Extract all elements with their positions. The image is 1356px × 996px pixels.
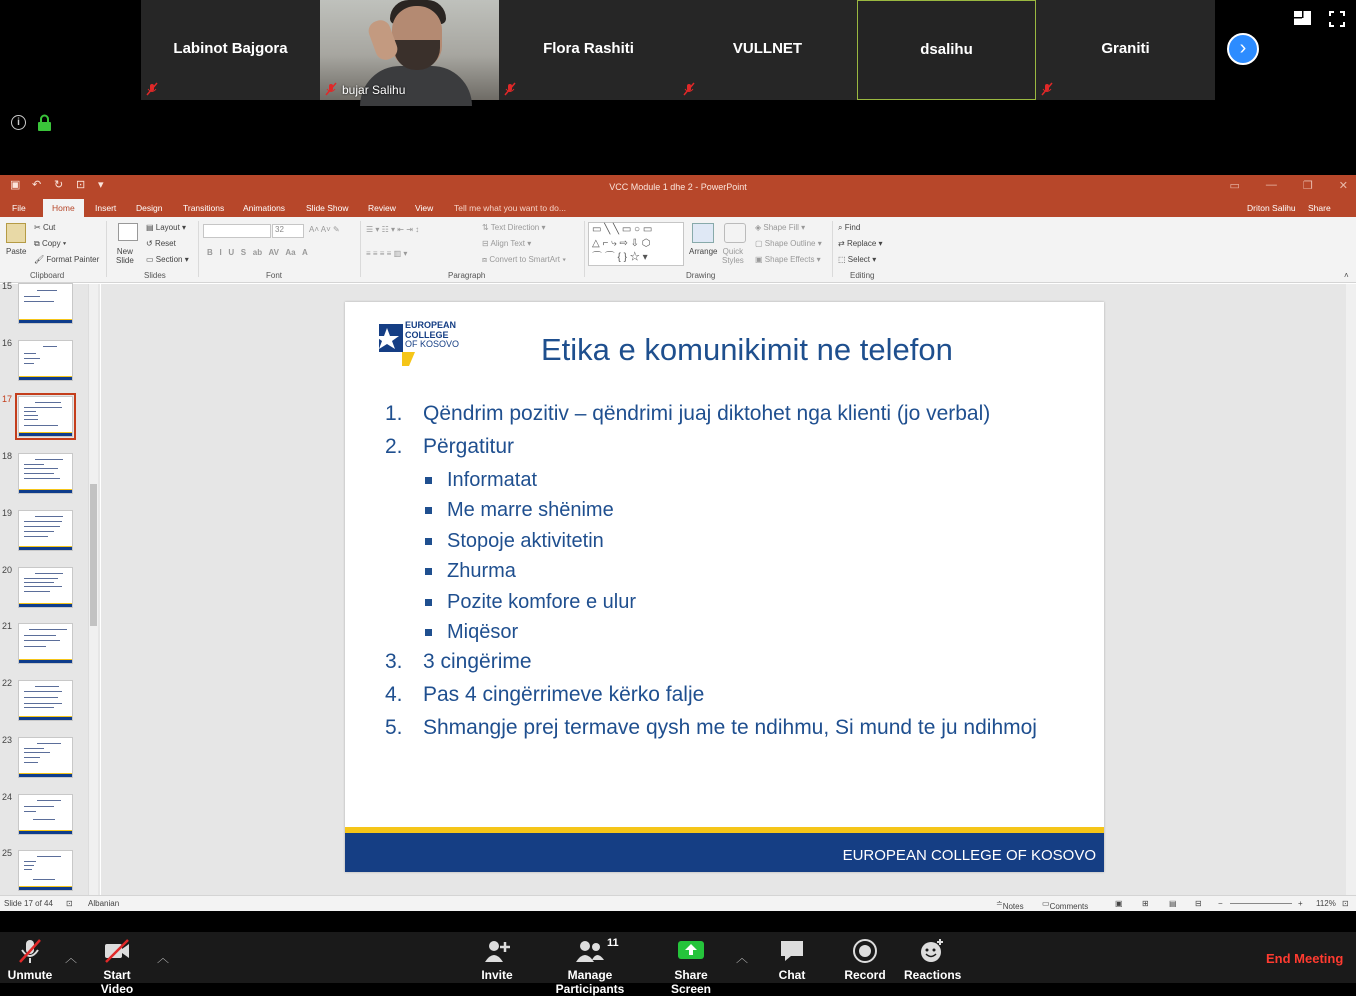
quick-styles-button[interactable]: Quick Styles [722,247,744,265]
font-style-buttons[interactable]: B I U S ab AV Aa A [207,248,308,257]
sub-list-item: Informatat [383,466,1073,494]
undo-icon[interactable]: ↶ [32,179,42,191]
start-presentation-icon[interactable]: ⊡ [76,179,86,191]
group-label-editing: Editing [850,271,875,280]
sub-list-item: Miqësor [383,618,1073,646]
thumbnail-row-current[interactable] [0,394,100,450]
ribbon-separator [106,221,107,277]
muted-mic-icon [682,82,696,96]
comments-button[interactable]: ▭ Comments [1042,899,1089,911]
start-video-button[interactable] [86,932,148,996]
slide-thumbnail[interactable] [18,340,73,381]
thumbnail-number: 18 [2,451,13,461]
list-buttons[interactable]: ☰ ▾ ☷ ▾ ⇤ ⇥ ↕ [366,225,420,234]
manage-participants-label: Manage Participants [555,968,625,996]
maximize-icon[interactable]: ❐ [1302,180,1313,192]
cut-label: Cut [42,223,56,232]
shape-effects-button[interactable]: ▣ Shape Effects ▾ [755,255,821,264]
replace-label: Replace [846,239,877,248]
ribbon-separator [360,221,361,277]
format-painter-button[interactable]: 🖌 Format Painter [34,255,100,264]
fit-to-window-icon[interactable]: ⊡ [1342,899,1349,908]
tab-slide-show[interactable]: Slide Show [306,203,349,213]
close-icon[interactable]: ✕ [1338,180,1348,192]
participant-name: Graniti [1101,40,1150,57]
thumbnail-number: 24 [2,792,13,802]
tab-design[interactable]: Design [136,203,163,213]
current-slide[interactable] [345,302,1104,872]
audio-options-caret[interactable]: ︿ [65,951,78,965]
powerpoint-window [0,175,1356,911]
minimize-icon[interactable]: — [1265,179,1277,191]
manage-participants-button[interactable] [534,932,646,996]
list-number: 1. [385,402,403,425]
tab-transitions[interactable]: Transitions [183,203,225,213]
participant-name: Labinot Bajgora [173,40,288,57]
participant-tile-active-speaker[interactable] [857,0,1036,100]
start-video-label: Start Video [100,968,134,996]
participant-count-badge: 11 [607,937,619,949]
sub-list-item: Me marre shënime [383,496,1073,524]
participants-icon [575,938,605,964]
thumbnail-number: 19 [2,508,13,518]
thumbnail-number: 20 [2,565,13,575]
record-button[interactable] [843,932,887,983]
zoom-level[interactable]: 112% [1316,899,1336,908]
slideshow-view-icon[interactable]: ⊟ [1195,899,1202,908]
text-direction-button[interactable]: ⇅ Text Direction ▾ [482,223,546,232]
fullscreen-icon[interactable] [1329,11,1345,27]
thumbnail-number: 16 [2,338,13,348]
chat-label: Chat [778,968,806,982]
arrange-button[interactable]: Arrange [689,247,718,256]
participant-name: bujar Salihu [342,83,406,97]
thumbnail-number: 17 [2,394,13,404]
thumbnail-row[interactable] [0,281,100,337]
shape-fill-button[interactable]: ◈ Shape Fill ▾ [755,223,806,232]
select-button[interactable]: ⬚ Select ▾ [838,255,877,264]
find-label: Find [844,223,861,232]
invite-user-icon [483,938,511,964]
list-item [383,648,1073,676]
reset-label: Reset [154,239,176,248]
thumbnail-number: 23 [2,735,13,745]
slide-thumbnail-selected[interactable] [18,396,73,437]
thumbnail-number: 25 [2,848,13,858]
slide-thumbnail[interactable] [18,794,73,835]
record-label: Record [844,968,886,982]
language-indicator[interactable]: Albanian [88,899,120,908]
ribbon-home [0,217,1356,283]
share-screen-label: Share Screen [670,968,712,996]
zoom-slider[interactable] [1230,903,1292,904]
tab-insert[interactable]: Insert [95,203,117,213]
list-number: 4. [385,683,403,707]
list-item [383,400,1073,428]
layout-label: Layout [155,223,180,232]
tab-file[interactable]: File [12,203,26,213]
save-icon[interactable]: ▣ [10,179,21,191]
group-label-slides: Slides [144,271,166,280]
notes-button[interactable]: ≐ Notes [996,899,1024,911]
share-button[interactable]: Share [1308,203,1331,213]
unmute-button[interactable] [6,932,54,983]
quick-styles-icon[interactable] [724,223,746,243]
format-painter-label: Format Painter [46,255,100,264]
chat-button[interactable] [772,932,812,983]
list-number: 5. [385,716,403,740]
slide-thumbnail[interactable] [18,567,73,608]
reactions-label: Reactions [904,968,962,982]
convert-smartart-label: Convert to SmartArt [489,255,560,264]
participant-name: VULLNET [732,40,803,57]
text-direction-label: Text Direction [490,223,540,232]
copy-label: Copy [41,239,61,248]
tab-animations[interactable]: Animations [243,203,286,213]
shape-outline-label: Shape Outline [764,239,816,248]
unmute-label: Unmute [7,968,53,982]
paste-icon[interactable] [6,223,26,243]
group-label-clipboard: Clipboard [30,271,65,280]
sub-list-item: Pozite komfore e ulur [383,588,1073,616]
thumbnail-row[interactable] [0,792,100,848]
zoom-meeting-toolbar [0,932,1356,996]
arrange-icon[interactable] [692,223,714,243]
slide-title[interactable]: Etika e komunikimit ne telefon [541,332,953,367]
gallery-view-icon[interactable] [1294,11,1311,25]
slide-vertical-scrollbar[interactable] [1346,284,1356,895]
reading-view-icon[interactable]: ▤ [1169,899,1177,908]
participant-tile[interactable] [499,0,678,100]
align-text-label: Align Text [490,239,526,248]
thumbnail-number: 22 [2,678,13,688]
zoom-out-icon[interactable]: − [1218,899,1223,908]
tell-me-search[interactable]: Tell me what you want to do... [454,203,566,213]
slide-content-list[interactable] [383,400,1073,747]
slide-thumbnail[interactable] [18,283,73,324]
redo-icon[interactable]: ↻ [54,179,64,191]
list-number: 2. [385,435,403,458]
ribbon-separator [832,221,833,277]
replace-button[interactable]: ⇄ Replace ▾ [838,239,883,248]
reset-button[interactable]: ↺ Reset [146,239,176,248]
shape-effects-label: Shape Effects [764,255,815,264]
group-label-drawing: Drawing [686,271,716,280]
section-button[interactable]: ▭ Section ▾ [146,255,189,264]
ribbon-separator [198,221,199,277]
slide-thumbnail-pane [0,281,100,895]
participant-tile[interactable] [141,0,320,100]
list-item [383,681,1073,709]
thumbnail-row[interactable] [0,621,100,677]
chat-bubble-icon [779,938,805,964]
find-button[interactable]: ⌕ Find [838,223,861,232]
slide-thumbnail[interactable] [18,850,73,891]
list-item-text: Shmangje prej termave qysh me te ndihmu, Si mund te ju ndihmoj [423,716,1037,740]
shape-outline-button[interactable]: ▢ Shape Outline ▾ [755,239,822,248]
slide-counter: Slide 17 of 44 [4,899,53,908]
shape-fill-label: Shape Fill [763,223,799,232]
ribbon-separator [584,221,585,277]
ribbon-tabs [0,199,1356,217]
list-item [383,433,1073,461]
new-slide-button[interactable]: New Slide [116,247,134,265]
participant-tile-video[interactable] [320,0,499,100]
layout-button[interactable]: ▤ Layout ▾ [146,223,187,232]
encryption-lock-icon[interactable] [38,115,51,131]
grow-font-icon[interactable]: A˄ A˅ ✎ [309,225,340,234]
font-family-select[interactable] [203,224,271,238]
spell-check-icon[interactable]: ⊡ [66,899,73,908]
convert-smartart-button[interactable]: ⧈ Convert to SmartArt ▾ [482,255,567,264]
list-item-text: 3 cingërime [423,650,532,674]
align-text-button[interactable]: ⊟ Align Text ▾ [482,239,532,248]
slide-sorter-icon[interactable]: ⊞ [1142,899,1149,908]
tab-view[interactable]: View [415,203,434,213]
list-number: 3. [385,650,403,674]
thumbnail-row[interactable] [0,451,100,507]
copy-button[interactable]: ⧉ Copy ▾ [34,239,67,248]
list-item-text: Pas 4 cingërrimeve kërko falje [423,683,705,707]
muted-mic-icon [324,82,338,96]
participant-tile[interactable] [1036,0,1215,100]
tab-home[interactable]: Home [43,199,84,217]
video-off-icon [103,938,131,964]
thumbnail-row[interactable] [0,508,100,564]
record-icon [852,938,878,964]
participant-strip [141,0,1215,100]
tab-review[interactable]: Review [368,203,396,213]
list-item [383,714,1073,742]
document-title: VCC Module 1 dhe 2 - PowerPoint [609,182,747,192]
invite-button[interactable] [477,932,517,983]
paste-button[interactable]: Paste [6,247,27,256]
normal-view-icon[interactable]: ▣ [1115,899,1123,908]
thumbnail-row[interactable] [0,735,100,791]
participant-name: dsalihu [920,41,973,58]
muted-mic-icon [503,82,517,96]
participant-tile[interactable] [678,0,857,100]
muted-mic-icon [145,82,159,96]
logo-line: COLLEGE [405,329,449,340]
comments-label: Comments [1049,902,1089,911]
muted-mic-icon [1040,82,1054,96]
share-screen-button[interactable] [655,932,727,996]
title-bar [0,175,1356,199]
end-meeting-button[interactable]: End Meeting [1266,951,1344,966]
share-options-caret[interactable]: ︿ [736,951,749,965]
window-controls [1230,179,1349,192]
slide-thumbnail[interactable] [18,510,73,551]
group-label-paragraph: Paragraph [448,271,486,280]
sub-list-item: Zhurma [383,557,1073,585]
slide-thumbnail[interactable] [18,680,73,721]
customize-qat-icon[interactable]: ▾ [98,179,104,191]
thumbnail-row[interactable] [0,338,100,394]
footer-text: EUROPEAN COLLEGE OF KOSOVO [842,847,1096,864]
thumbnail-row[interactable] [0,678,100,734]
section-label: Section [155,255,183,264]
invite-label: Invite [481,968,513,982]
ribbon-display-icon[interactable]: ▭ [1229,180,1240,192]
collapse-ribbon-icon[interactable]: ˄ [1344,271,1349,280]
thumbnail-scrollbar[interactable] [88,284,98,895]
sub-list-item: Stopoje aktivitetin [383,527,1073,555]
new-slide-icon[interactable] [118,223,138,241]
reactions-button[interactable] [904,932,960,983]
cut-button[interactable]: ✂ Cut [34,223,56,232]
thumbnail-number: 21 [2,621,13,631]
status-bar [0,895,1356,911]
list-item-text: Qëndrim pozitiv – qëndrimi juaj diktohet nga klienti (jo verbal) [423,402,991,425]
logo-line: OF KOSOVO [405,339,460,349]
slide-thumbnail[interactable] [18,737,73,778]
meeting-info-icon[interactable]: i [11,115,26,130]
signed-in-user[interactable]: Driton Salihu [1247,203,1296,213]
share-screen-icon [677,938,705,964]
video-options-caret[interactable]: ︿ [157,951,170,965]
font-size-select[interactable]: 32 [272,224,304,238]
logo-line: EUROPEAN [405,320,457,330]
slide-thumbnail[interactable] [18,623,73,664]
scrollbar-thumb[interactable] [90,484,97,626]
group-label-font: Font [266,271,283,280]
muted-mic-icon [17,938,43,964]
zoom-in-icon[interactable]: + [1298,899,1303,908]
align-buttons[interactable]: ≡ ≡ ≡ ≡ ▥ ▾ [366,249,408,258]
notes-label: Notes [1002,902,1024,911]
slide-footer-banner [345,827,1104,872]
college-logo-text [405,321,459,350]
shapes-gallery[interactable]: ▭ ╲ ╲ ▭ ○ ▭ △ ⌐ ⤷ ⇨ ⇩ ⬡ ⌒ ⌒ { } ☆ ▾ [588,222,684,266]
participant-name: Flora Rashiti [543,40,634,57]
select-label: Select [847,255,871,264]
thumbnail-row[interactable] [0,565,100,621]
slide-editing-area [101,284,1346,895]
slide-thumbnail[interactable] [18,453,73,494]
list-item-text: Përgatitur [423,435,515,458]
smiley-reaction-icon [919,938,945,964]
next-page-button[interactable]: › [1227,33,1259,65]
thumbnail-number: 15 [2,281,13,291]
